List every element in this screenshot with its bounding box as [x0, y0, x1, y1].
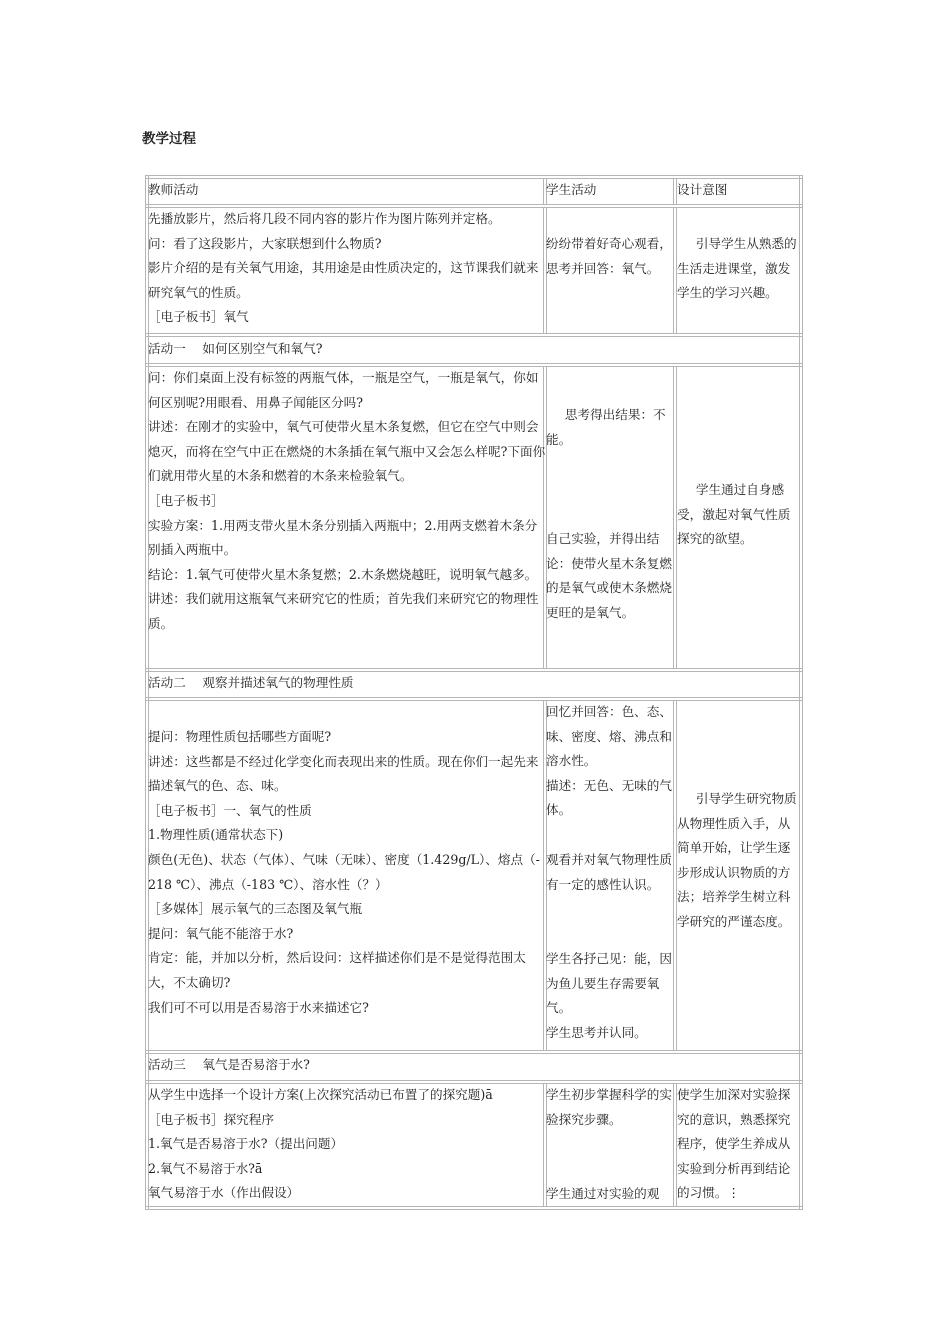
table-border-bottom — [145, 1206, 803, 1210]
activity2-design-cell — [677, 787, 801, 935]
activity2-teacher-line: 肯定：能，并加以分析，然后设问：这样描述你们是不是觉得范围太大，不太确切? — [148, 950, 526, 990]
activity2-teacher-cell — [148, 725, 546, 1020]
activity1-title: 活动一 如何区别空气和氧气? — [148, 341, 323, 356]
activity3-student-cell — [546, 1182, 674, 1207]
intro-teacher-line: ［电子板书］氧气 — [148, 309, 249, 325]
activity3-teacher-cell — [148, 1083, 546, 1206]
activity1-teacher-line: 讲述：在刚才的实验中，氧气可使带火星木条复燃，但它在空气中则会熄灭，而将在空气中正在燃烧的木条插在氧气瓶中又会怎么样呢?下面你们就用带火星的木条和燃着的木条来检验氧气。 — [148, 419, 546, 484]
row-divider — [145, 697, 803, 701]
activity1-student-cell — [546, 403, 674, 452]
activity2-teacher-line: ［多媒体］展示氧气的三态图及氧气瓶 — [148, 901, 363, 917]
intro-teacher-line: 影片介绍的是有关氧气用途，其用途是由性质决定的，这节课我们就来研究氧气的性质。 — [148, 260, 539, 300]
activity2-student-line: 学生思考并认同。 — [546, 1024, 647, 1040]
intro-teacher-cell — [148, 207, 546, 330]
activity3-teacher-line: 氧气易溶于水（作出假设） — [148, 1185, 300, 1201]
table-border-right-inner — [799, 175, 800, 1210]
activity2-teacher-line: 提问：物理性质包括哪些方面呢? — [148, 729, 332, 744]
activity1-student-line: 思考得出结果：不能。 — [546, 407, 666, 447]
intro-teacher-line: 问：看了这段影片，大家联想到什么物质? — [148, 235, 382, 251]
activity1-teacher-cell — [148, 366, 546, 637]
activity3-design-cell — [677, 1083, 801, 1206]
activity1-design-text: 学生通过自身感受，激起对氧气性质探究的欲望。 — [677, 482, 791, 547]
activity3-title: 活动三 氧气是否易溶于水? — [148, 1057, 310, 1072]
activity2-student-line: 学生各抒己见：能，因为鱼儿要生存需要氧气。 — [546, 951, 672, 1016]
page-heading: 教学过程 — [142, 131, 196, 147]
activity3-teacher-line: 2.氧气不易溶于水?ā — [148, 1160, 263, 1176]
table-border-right — [802, 175, 803, 1210]
activity2-teacher-line: 我们可不可以用是否易溶于水来描述它? — [148, 999, 369, 1015]
activity1-teacher-line: 问：你们桌面上没有标签的两瓶气体，一瓶是空气，一瓶是氧气，你如何区别呢?用眼看、用鼻子闻能区分吗? — [148, 370, 539, 410]
intro-teacher-line: 先播放影片，然后将几段不同内容的影片作为图片陈列并定格。 — [148, 211, 501, 226]
activity2-teacher-line: ［电子板书］一、氧气的性质 — [148, 802, 312, 818]
activity1-teacher-line: 结论：1.氧气可使带火星木条复燃；2.木条燃烧越旺，说明氧气越多。 — [148, 566, 538, 582]
table-border-left — [145, 175, 146, 1210]
intro-design-cell — [677, 232, 801, 306]
activity3-teacher-line: ［电子板书］探究程序 — [148, 1111, 274, 1127]
activity2-teacher-line: 1.物理性质(通常状态下) — [148, 827, 284, 843]
activity1-teacher-line: 实验方案：1.用两支带火星木条分别插入两瓶中；2.用两支燃着木条分别插入两瓶中。 — [148, 517, 538, 558]
activity2-student-line: 回忆并回答：色、态、味、密度、熔、沸点和溶水性。 — [546, 704, 672, 769]
activity2-teacher-line: 颜色(无色)、状态（气体）、气味（无味）、密度（1.429g/L）、熔点（-218 ℃）、沸点（-183 ℃）、溶水性（？） — [148, 851, 540, 892]
activity2-student-cell — [546, 947, 674, 1045]
activity3-teacher-line: 从学生中选择一个设计方案(上次探究活动已布置了的探究题)ā — [148, 1087, 493, 1102]
activity3-design-text: 使学生加深对实验探究的意识，熟悉探究程序，使学生养成从实验到分析再到结论的习惯。⋮ — [677, 1087, 791, 1201]
activity2-student-cell — [546, 848, 674, 897]
header-student-activity: 学生活动 — [546, 182, 597, 197]
activity2-design-text: 引导学生研究物质从物理性质入手，从简单开始，让学生逐步形成认识物质的方法；培养学生树立科学研究的严谨态度。 — [677, 791, 797, 929]
activity1-design-cell — [677, 478, 801, 552]
activity3-student-line: 学生通过对实验的观 — [546, 1186, 660, 1201]
header-design-intent: 设计意图 — [677, 182, 728, 197]
activity2-student-line: 描述：无色、无味的气体。 — [546, 777, 672, 818]
activity1-student-cell — [546, 527, 674, 625]
activity2-teacher-line: 提问：氧气能不能溶于水? — [148, 925, 294, 941]
intro-design-text: 引导学生从熟悉的生活走进课堂，激发学生的学习兴趣。 — [677, 236, 797, 301]
teaching-process-table — [145, 175, 803, 1210]
activity2-student-cell — [546, 700, 674, 823]
intro-student-text: 纷纷带着好奇心观看，思考并回答：氧气。 — [546, 236, 672, 276]
activity2-teacher-line: 讲述：这些都是不经过化学变化而表现出来的性质。现在你们一起先来描述氧气的色、态、味。 — [148, 753, 539, 794]
activity3-teacher-line: 1.氧气是否易溶于水?（提出问题） — [148, 1136, 344, 1152]
activity1-teacher-line: ［电子板书］ — [148, 492, 224, 508]
activity2-student-line: 观看并对氧气物理性质有一定的感性认识。 — [546, 852, 672, 892]
activity3-student-line: 学生初步掌握科学的实验探究步骤。 — [546, 1087, 672, 1127]
activity1-teacher-line: 讲述：我们就用这瓶氧气来研究它的性质；首先我们来研究它的物理性质。 — [148, 591, 539, 631]
activity3-student-cell — [546, 1083, 674, 1132]
intro-student-cell — [546, 232, 674, 281]
activity2-title: 活动二 观察并描述氧气的物理性质 — [148, 675, 354, 690]
header-teacher-activity: 教师活动 — [148, 182, 199, 197]
activity1-student-line: 自己实验，并得出结论：使带火星木条复燃的是氧气或使木条燃烧更旺的是氧气。 — [546, 531, 672, 620]
